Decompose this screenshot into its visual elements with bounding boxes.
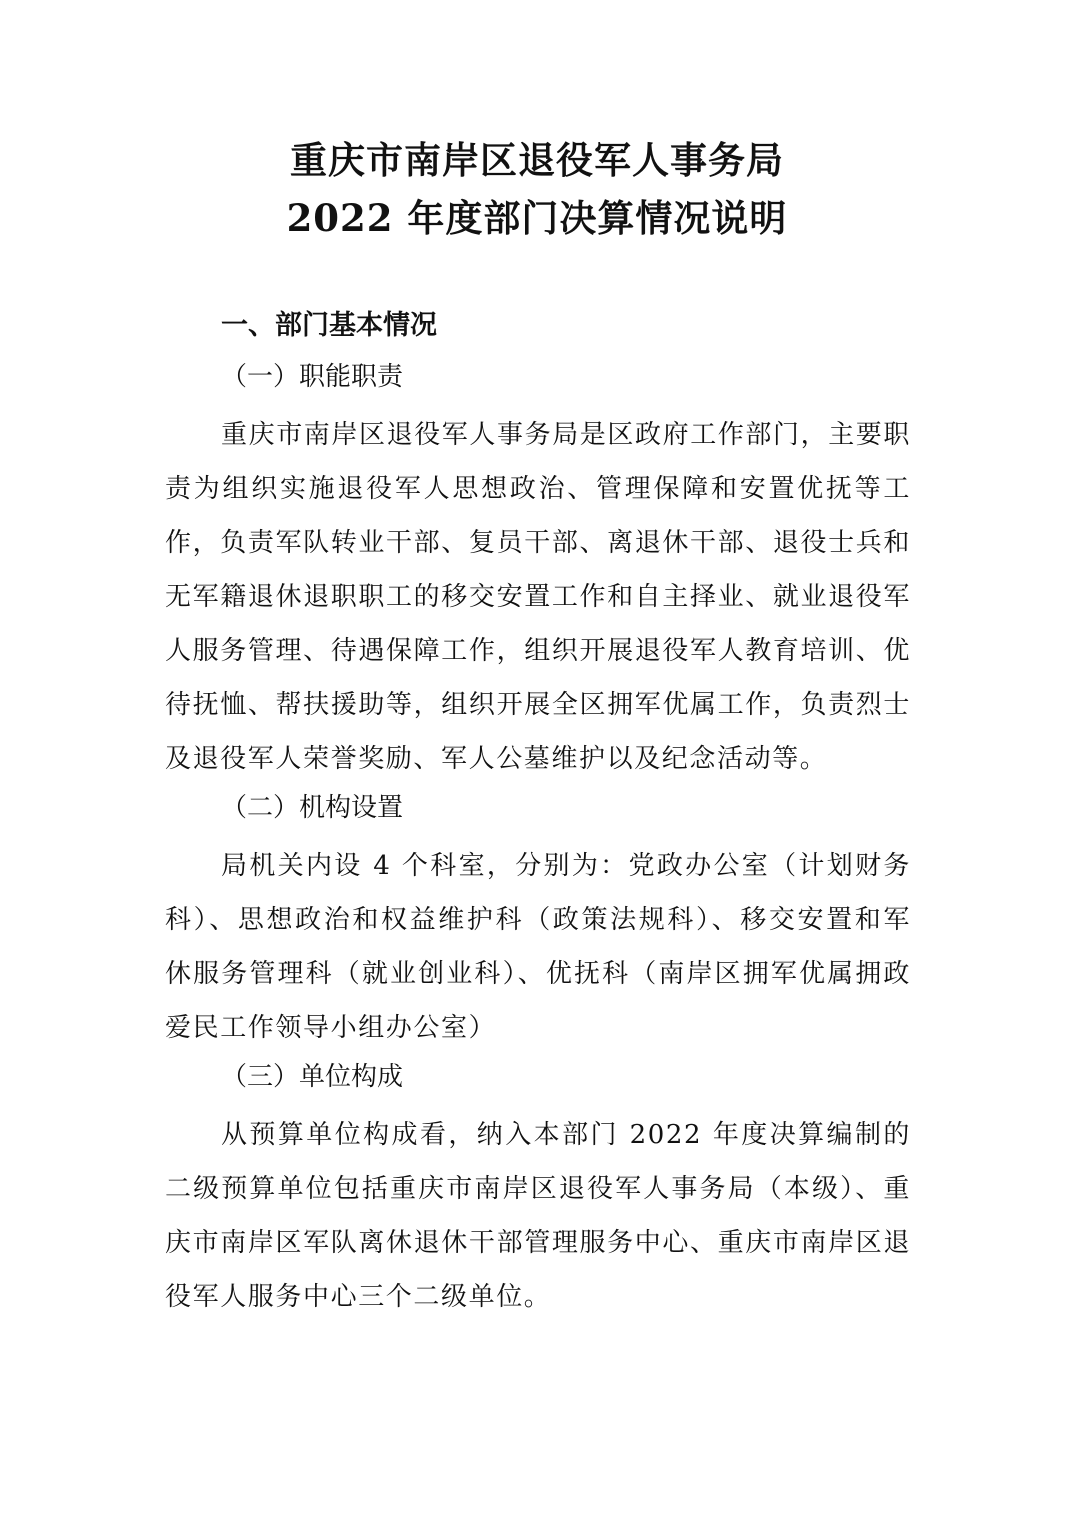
paragraph-duties: 重庆市南岸区退役军人事务局是区政府工作部门，主要职责为组织实施退役军人思想政治、管理保障和安置优抚等工作，负责军队转业干部、复员干部、离退休干部、退役士兵和无军籍退休退职职工的移交安置工作和自主择业、就业退役军人服务管理、待遇保障工作，组织开展退役军人教育培训、优待抚恤、帮扶援助等，组织开展全区拥军优属工作，负责烈士及退役军人荣誉奖励、军人公墓维护以及纪念活动等。 [165, 420, 912, 774]
section-heading: 一、部门基本情况 [221, 310, 437, 341]
document-title-line2: 2022 年度部门决算情况说明 [286, 196, 788, 240]
subsection-heading-duties: （一）职能职责 [221, 362, 404, 392]
document-body [165, 306, 911, 1324]
document-title-line1: 重庆市南岸区退役军人事务局 [290, 138, 784, 182]
paragraph-units: 从预算单位构成看，纳入本部门 2022 年度决算编制的二级预算单位包括重庆市南岸区退役军人事务局（本级）、重庆市南岸区军队离休退休干部管理服务中心、重庆市南岸区退役军人服务中心三个二级单位。 [165, 1120, 911, 1312]
subsection-heading-units: （三）单位构成 [221, 1062, 404, 1092]
paragraph-organization: 局机关内设 4 个科室，分别为：党政办公室（计划财务科）、思想政治和权益维护科（政策法规科）、移交安置和军休服务管理科（就业创业科）、优抚科（南岸区拥军优属拥政爱民工作领导小组办公室） [165, 851, 911, 1043]
subsection-heading-organization: （二）机构设置 [221, 793, 404, 823]
